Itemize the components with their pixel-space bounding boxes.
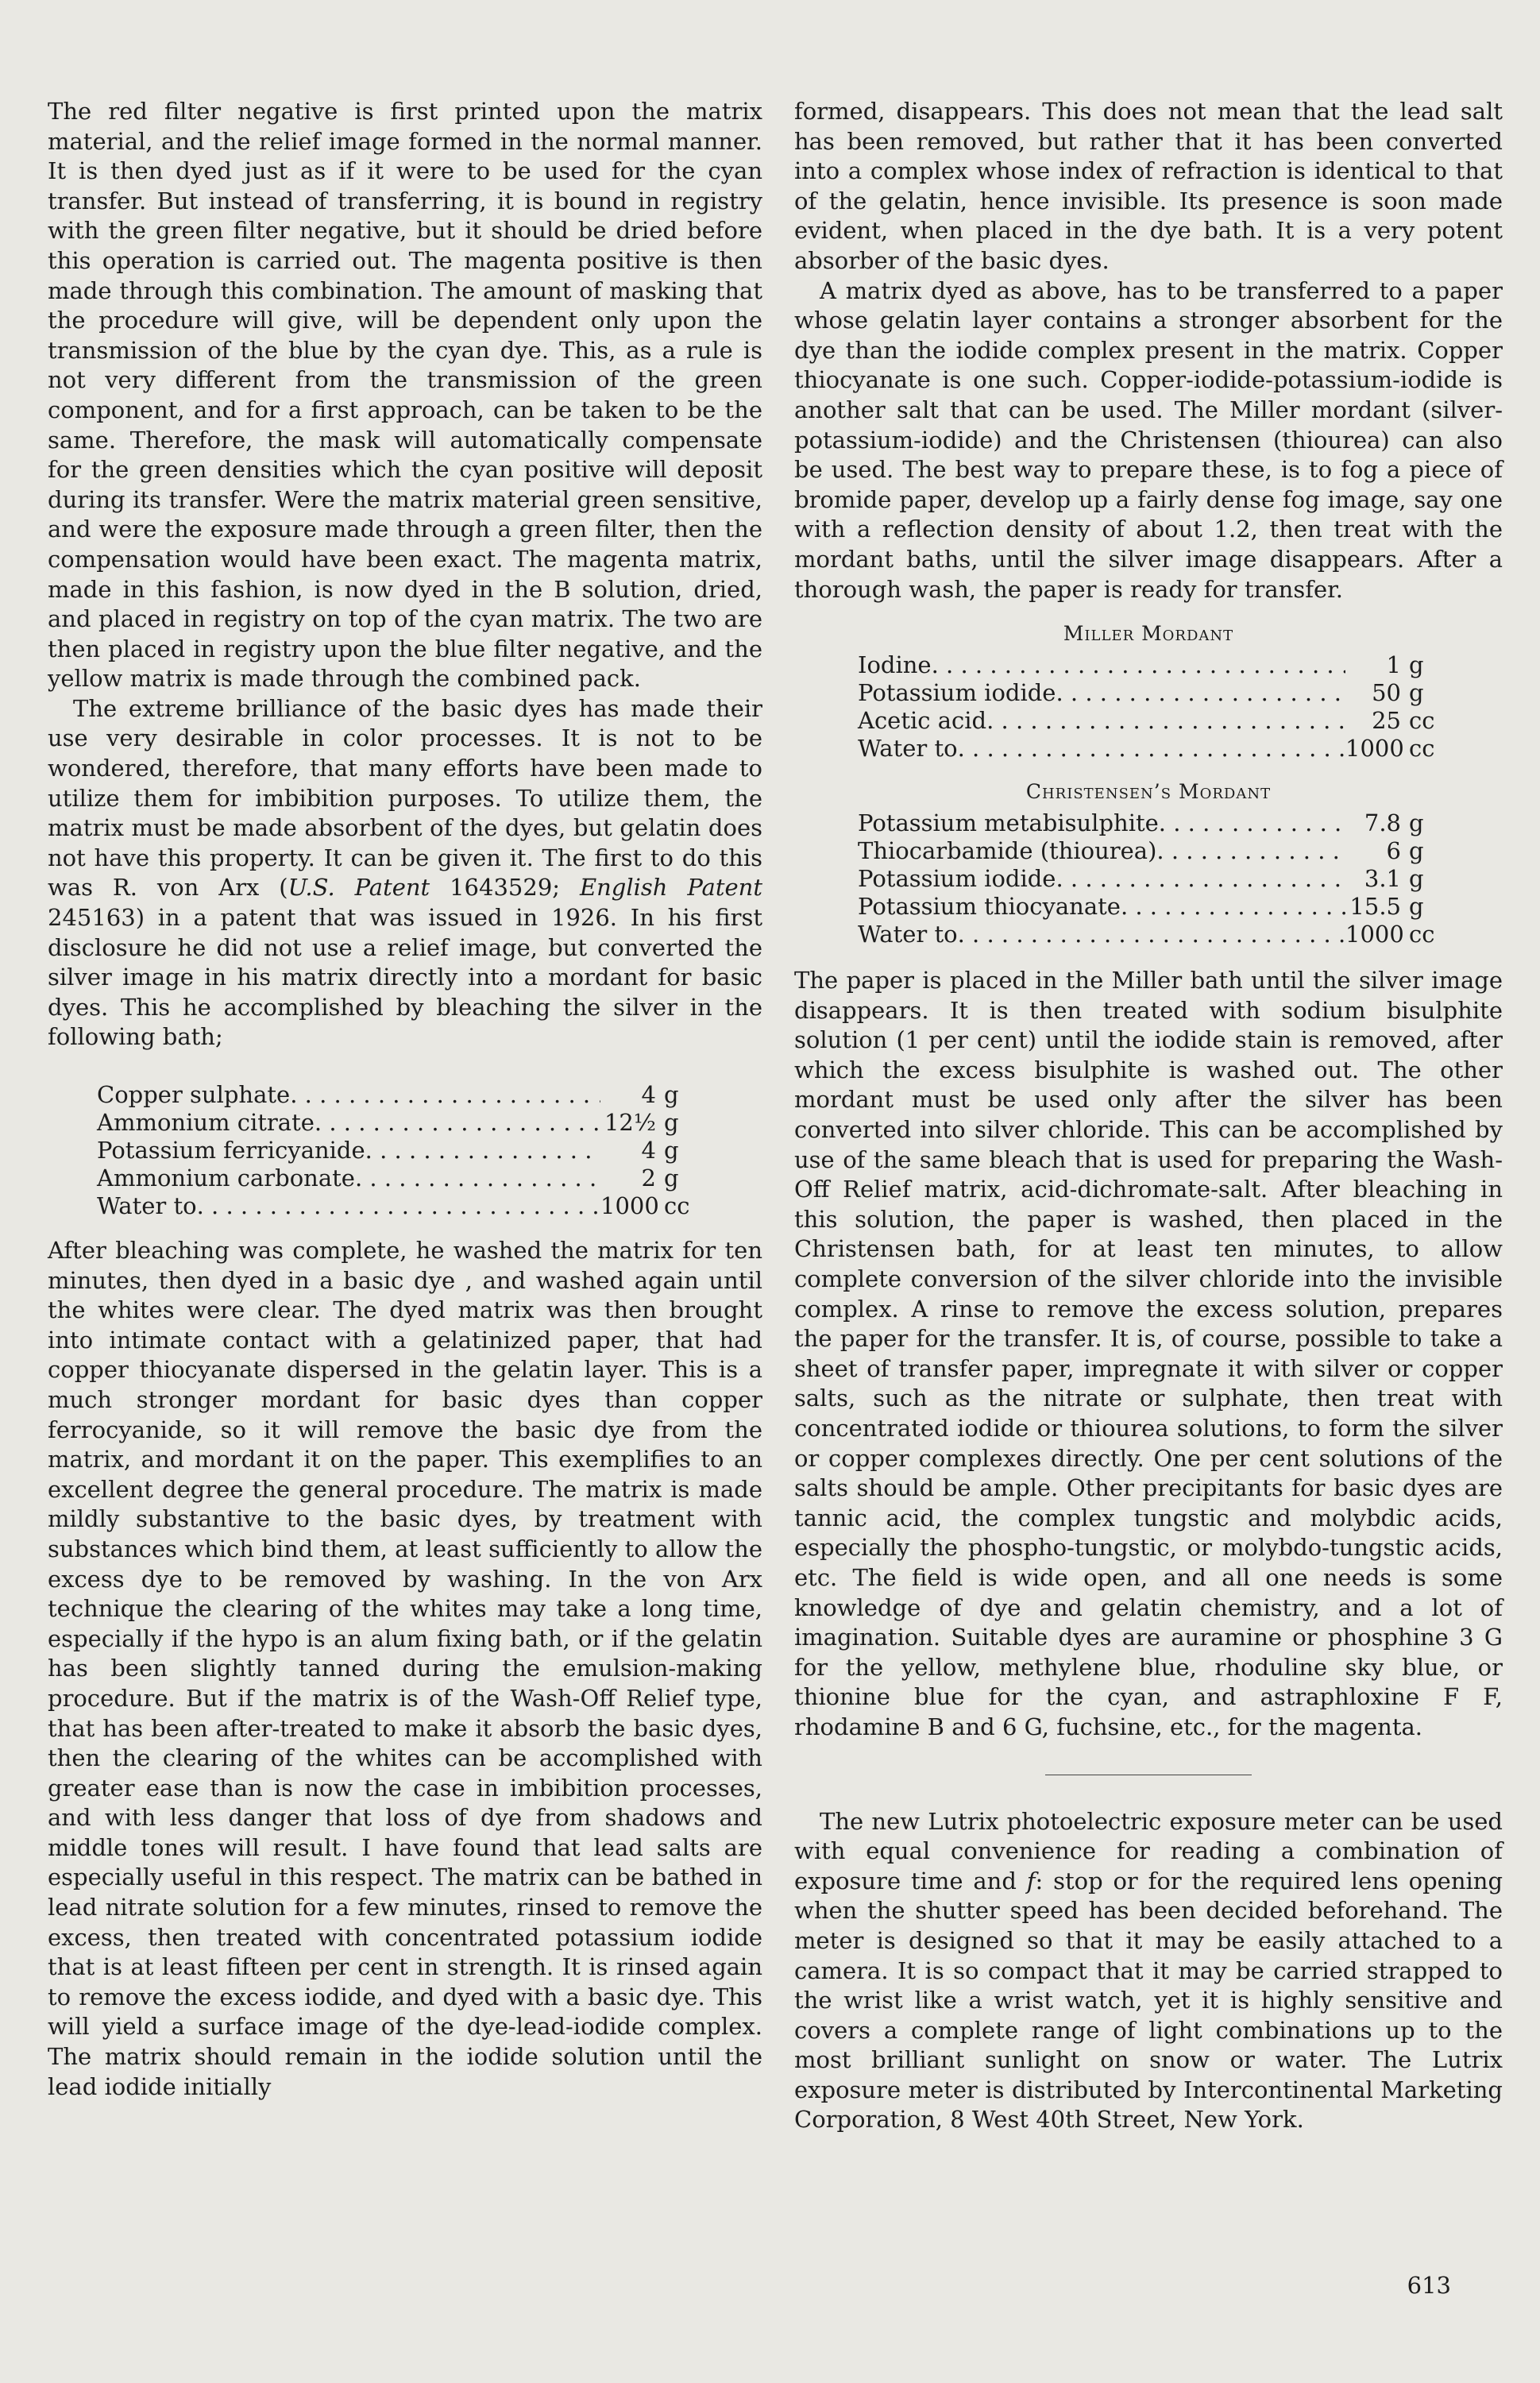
ingredient-name: Acetic acid (858, 707, 987, 735)
christensen-mordant-title: Christensen’s Mordant (1025, 780, 1272, 804)
ingredient-name: Copper sulphate (97, 1081, 291, 1108)
ingredient-name: Potassium iodide (858, 865, 1056, 893)
leader-dots (1156, 837, 1345, 865)
ingredient-qty: 3.1 (1364, 865, 1401, 893)
ingredient-qty: 4 (641, 1137, 656, 1164)
ingredient-qty: 7.8 (1364, 809, 1401, 837)
ingredient-unit: cc (664, 1192, 690, 1219)
ingredient-name: Potassium iodide (858, 679, 1056, 707)
text-run: 1643529; (430, 874, 580, 902)
ingredient-unit: g (1409, 837, 1424, 865)
patent-italic: English Patent (579, 874, 762, 902)
ingredient-unit: g (664, 1109, 679, 1136)
left-column (48, 97, 762, 2102)
ingredient-name: Ammonium citrate (97, 1109, 315, 1136)
ingredient-unit: g (664, 1164, 679, 1192)
ingredient-unit: g (1409, 679, 1424, 707)
ingredient-name: Potassium thiocyanate (858, 893, 1121, 921)
miller-mordant-title: Miller Mordant (1063, 622, 1234, 646)
text-run: The new Lutrix photoelectric exposure meter can be used with equal convenience for reading a combination of exposure time and (794, 1807, 1503, 1894)
ingredient-unit: g (1409, 651, 1424, 679)
ingredient-name: Thiocarbamide (thiourea) (858, 837, 1157, 865)
recipe-row (97, 1109, 701, 1137)
recipe-miller-mordant (858, 651, 1445, 763)
ingredient-qty: 25 (1372, 707, 1401, 735)
ingredient-unit: g (1409, 865, 1424, 893)
leader-dots (365, 1137, 600, 1164)
ingredient-unit: g (664, 1081, 679, 1108)
recipe-row (858, 837, 1445, 865)
recipe-christensen-mordant (858, 809, 1445, 948)
ingredient-name: Ammonium carbonate (97, 1164, 355, 1192)
recipe-row (858, 707, 1445, 735)
leader-dots (355, 1164, 600, 1192)
ingredient-qty: 2 (641, 1164, 656, 1192)
ingredient-qty: 1000 (600, 1192, 659, 1219)
ingredient-qty: 50 (1372, 679, 1401, 707)
leader-dots (958, 735, 1345, 763)
paragraph-masking: The red filter negative is first printed upon the matrix material, and the relief image formed in the normal manner. It is then dyed just as if it were to be used for the cyan transfer. But instead of transferring, it is bound in registry with the green filter negative, but it should be dried before this operation is carried out. The magenta positive is then made through this combination. The amount of masking that the procedure will give, will be dependent only upon the transmission of the blue by the cyan dye. This, as a rule is not very different from the transmission of the green component, and for a first approach, can be taken to be the same. Therefore, the mask will automatically compensate for the green densities which the cyan positive will deposit during its transfer. Were the matrix material green sensitive, and were the exposure made through a green filter, then the compensation would have been exact. The magenta matrix, made in this fashion, is now dyed in the B solution, dried, and placed in registry on top of the cyan matrix. The two are then placed in registry upon the blue filter negative, and the yellow matrix is made through the combined pack. (48, 98, 762, 693)
recipe-row (858, 921, 1445, 948)
recipe-row (97, 1164, 701, 1192)
leader-dots (1056, 865, 1345, 893)
ingredient-qty: 12½ (604, 1109, 656, 1136)
recipe-row (858, 809, 1445, 837)
ingredient-qty: 1 (1386, 651, 1401, 679)
leader-dots (986, 707, 1345, 735)
ingredient-unit: g (664, 1137, 679, 1164)
ingredient-name: Water to (858, 735, 958, 763)
ingredient-qty: 1000 (1345, 921, 1404, 948)
ingredient-name: Potassium ferricyanide (97, 1137, 365, 1164)
ingredient-unit: cc (1409, 707, 1435, 735)
text-run: 245163) in a patent that was issued in 1926. In his first disclosure he did not use a relief image, but converted the silver image in his matrix directly into a mordant for basic dyes. This he accomplished by bleaching the silver in the following bath; (48, 904, 762, 1051)
paragraph-lutrix (794, 1807, 1503, 2136)
leader-dots (1121, 893, 1345, 921)
ingredient-unit: g (1409, 809, 1424, 837)
paragraph-bleaching: After bleaching was complete, he washed the matrix for ten minutes, then dyed in a basic dye , and washed again until the whites were clear. The dyed matrix was then brought into intimate contact with a gelatinized paper, that had copper thiocyanate dispersed in the gelatin layer. This is a much stronger mordant for basic dyes than copper ferrocyanide, so it will remove the basic dye from the matrix, and mordant it on the paper. This exemplifies to an excellent degree the general procedure. The matrix is made mildly substantive to the basic dyes, by treatment with substances which bind them, at least sufficiently to allow the excess dye to be removed by washing. In the von Arx technique the clearing of the whites may take a long time, especially if the hypo is an alum fixing bath, or if the gelatin has been slightly tanned during the emulsion-making procedure. But if the matrix is of the Wash-Off Relief type, that has been after-treated to make it absorb the basic dyes, then the clearing of the whites can be accomplished with greater ease than is now the case in imbibition processes, and with less danger that loss of dye from shadows and middle tones will result. I have found that lead salts are especially useful in this respect. The matrix can be bathed in lead nitrate solution for a few minutes, rinsed to remove the excess, then treated with concentrated potassium iodide that is at least fifteen per cent in strength. It is rinsed again to remove the excess iodide, and dyed with a basic dye. This will yield a surface image of the dye-lead-iodide complex. The matrix should remain in the iodide solution until the lead iodide initially (48, 1237, 762, 2100)
paragraph-miller-bath: The paper is placed in the Miller bath until the silver image disappears. It is then treated with sodium bisulphite solution (1 per cent) until the iodide stain is removed, after which the excess bisulphite is washed out. The other mordant must be used only after the silver has been converted into silver chloride. This can be accomplished by use of the same bleach that is used for preparing the Wash-Off Relief matrix, acid-dichromate-salt. After bleaching in this solution, the paper is washed, then placed in the Christensen bath, for at least ten minutes, to allow complete conversion of the silver chloride into the invisible complex. A rinse to remove the excess solution, prepares the paper for the transfer. It is, of course, possible to take a sheet of transfer paper, impregnate it with silver or copper salts, such as the nitrate or sulphate, then treat with concentrated iodide or thiourea solutions, to form the silver or copper complexes directly. One per cent solutions of the salts should be ample. Other precipitants for basic dyes are tannic acid, the complex tungstic and molybdic acids, especially the phospho-tungstic, or molybdo-tungstic acids, etc. The field is wide open, and all one needs is some knowledge of dye and gelatin chemistry, and a lot of imagination. Suitable dyes are auramine or phosphine 3 G for the yellow, methylene blue, rhoduline sky blue, or thionine blue for the cyan, and astraphloxine F F, rhodamine B and 6 G, fuchsine, etc., for the magenta. (794, 967, 1503, 1740)
right-column (794, 97, 1503, 2135)
patent-italic: U.S. Patent (288, 874, 430, 902)
recipe-row (858, 679, 1445, 707)
ingredient-qty: 6 (1386, 837, 1401, 865)
recipe-row (858, 735, 1445, 763)
recipe-row (858, 893, 1445, 921)
text-run: : stop or for the required lens opening when the shutter speed has been decided beforehand. The meter is designed so that it may be easily attached to a camera. It is so compact that it may be carried strapped to the wrist like a wrist watch, yet it is highly sensitive and covers a complete range of light combinations up to the most brilliant sunlight on snow or water. The Lutrix exposure meter is distributed by Intercontinental Marketing Corporation, 8 West 40th Street, New York. (794, 1867, 1503, 2134)
ingredient-name: Iodine (858, 651, 932, 679)
f-stop-italic: f (1026, 1867, 1036, 1894)
recipe-row (858, 651, 1445, 679)
recipe-bleach-bath (97, 1081, 701, 1220)
ingredient-unit: cc (1409, 735, 1435, 763)
paragraph-transfer: A matrix dyed as above, has to be transferred to a paper whose gelatin layer contains a stronger absorbent for the dye than the iodide complex present in the matrix. Copper thiocyanate is one such. Copper-iodide-potassium-iodide is another salt that can be used. The Miller mordant (silver-potassium-iodide) and the Christensen (thiourea) can also be used. The best way to prepare these, is to fog a piece of bromide paper, develop up a fairly dense fog image, say one with a reflection density of about 1.2, then treat with the mordant baths, until the silver image disappears. After a thorough wash, the paper is ready for transfer. (794, 276, 1503, 603)
ingredient-name: Water to (858, 921, 958, 948)
ingredient-unit: g (1409, 893, 1424, 921)
leader-dots (290, 1081, 600, 1109)
ingredient-unit: cc (1409, 921, 1435, 948)
ingredient-qty: 15.5 (1349, 893, 1401, 921)
ingredient-name: Potassium metabisulphite (858, 809, 1159, 837)
recipe-row (97, 1081, 701, 1109)
page-number: 613 (1407, 2272, 1451, 2299)
recipe-row (97, 1137, 701, 1164)
ingredient-qty: 1000 (1345, 735, 1404, 763)
leader-dots (315, 1109, 600, 1137)
leader-dots (1159, 809, 1345, 837)
leader-dots (958, 921, 1345, 948)
recipe-row (858, 865, 1445, 893)
text-run: The extreme brilliance of the basic dyes has made their use very desirable in color processes. It is not to be wondered, therefore, that many efforts have been made to utilize them for imbibition purposes. To utilize them, the matrix must be made absorbent of the dyes, but gelatin does not have this property. It can be given it. The first to do this was R. von Arx ( (48, 694, 762, 902)
paragraph-basic-dyes (48, 694, 762, 1052)
ingredient-name: Water to (97, 1192, 197, 1219)
leader-dots (197, 1192, 600, 1220)
ingredient-qty: 4 (641, 1081, 656, 1108)
leader-dots (1056, 679, 1345, 707)
paragraph-continued: formed, disappears. This does not mean that the lead salt has been removed, but rather that it has been converted into a complex whose index of refraction is identical to that of the gelatin, hence invisible. Its presence is soon made evident, when placed in the dye bath. It is a very potent absorber of the basic dyes. (794, 98, 1503, 274)
recipe-row (97, 1192, 701, 1220)
leader-dots (932, 651, 1345, 679)
